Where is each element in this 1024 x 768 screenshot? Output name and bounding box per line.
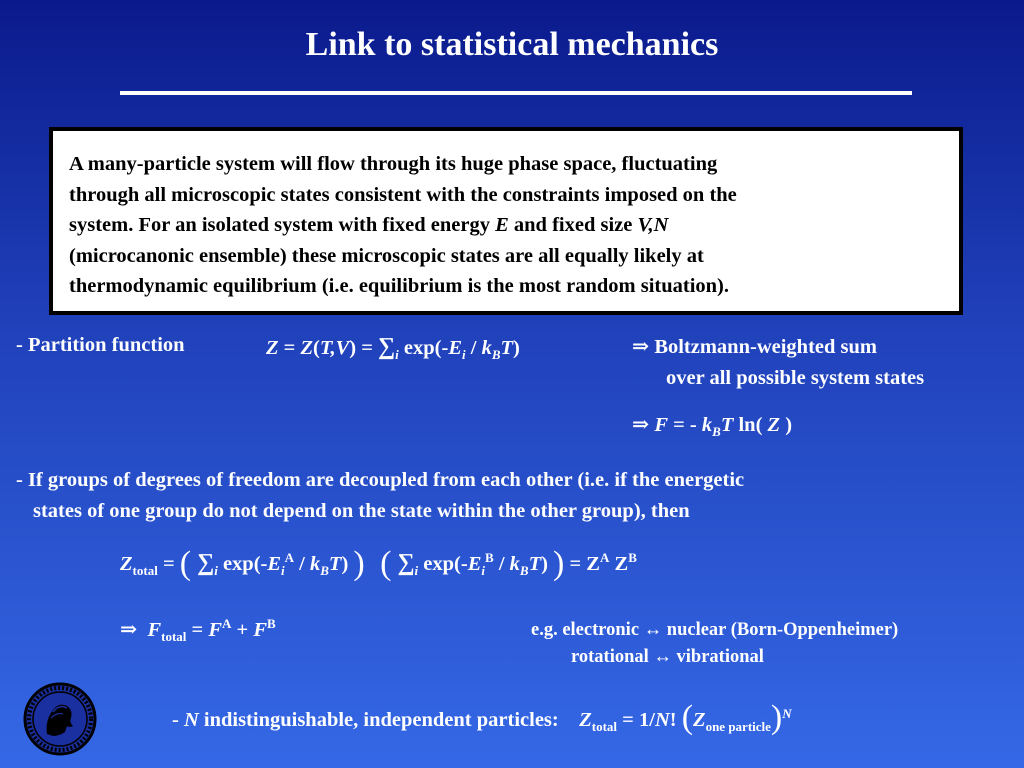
definition-line: (microcanonic ensemble) these microscopic states are all equally likely at xyxy=(69,244,704,267)
definition-line: system. For an isolated system with fixed energy E and fixed size V,N xyxy=(69,214,669,236)
boltzmann-result-line2: over all possible system states xyxy=(666,367,925,389)
partition-label: - Partition function xyxy=(16,334,185,356)
z-total-formula: $Z_{total}$ = ( $\sum_i$ $\exp(-E_i^A / k_BT)$ ) ( $\sum_i$ $\exp(-E_i^B / k_BT)$ ) = $Z^A$ $Z^B$ xyxy=(120,545,637,582)
partition-formula: $Z = Z(T,V) = \sum_i$ $\exp(-E_i / k_BT)$ xyxy=(266,334,520,363)
decoupled-line2: states of one group do not depend on the state within the other group), then xyxy=(33,500,690,522)
definition-line: A many-particle system will flow through its huge phase space, fluctuating xyxy=(69,153,718,175)
definition-line: thermodynamic equilibrium (i.e. equilibrium is the most random situation). xyxy=(69,275,730,297)
example-line1: e.g. electronic ↔ nuclear (Born-Oppenheimer) xyxy=(531,620,899,640)
sigma-symbol: ∑ xyxy=(378,334,396,360)
decoupled-line1: - If groups of degrees of freedom are decoupled from each other (i.e. if the energetic xyxy=(16,469,745,491)
definition-box xyxy=(49,127,963,315)
title-underline xyxy=(120,91,912,95)
free-energy-formula: ⇒ F = - $k_BT$ ln( Z ) xyxy=(632,414,793,440)
indistinguishable-line: - N indistinguishable, independent particles: $Z_{total} = 1/N$! $(Z_{one particle})^N$ xyxy=(172,699,792,736)
double-arrow-icon: ↔ xyxy=(643,620,663,640)
page-title: Link to statistical mechanics xyxy=(305,26,719,63)
double-arrow-icon: ↔ xyxy=(653,647,672,667)
f-total-formula: ⇒ $F_{total} = F^A + F^B$ xyxy=(120,616,276,645)
definition-line: through all microscopic states consistent with the constraints imposed on the xyxy=(69,183,737,206)
implies-arrow-icon: ⇒ xyxy=(632,414,650,436)
example-line2: rotational ↔ vibrational xyxy=(571,647,764,667)
university-seal-icon xyxy=(23,682,97,756)
boltzmann-result: ⇒ Boltzmann-weighted sum xyxy=(632,336,877,358)
implies-arrow-icon: ⇒ xyxy=(632,336,650,358)
implies-arrow-icon: ⇒ xyxy=(120,619,138,641)
